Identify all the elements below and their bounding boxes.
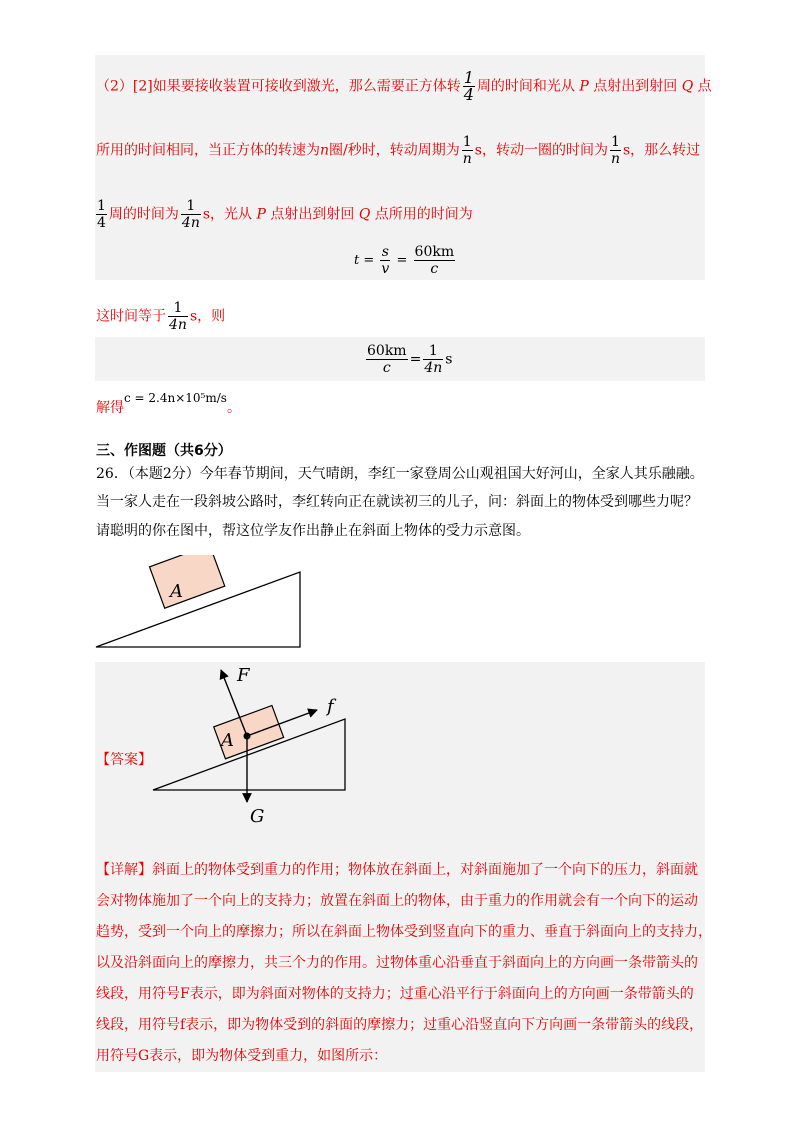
text: 这时间等于 <box>96 308 166 325</box>
denominator: 4n <box>181 215 200 231</box>
text: s，光从 <box>202 206 253 223</box>
fraction <box>380 244 390 277</box>
block-label: A <box>221 730 234 751</box>
text: s，那么转过 <box>623 142 701 159</box>
text: 周的时间为 <box>108 206 179 223</box>
numerator: 1 <box>181 198 201 215</box>
label-f-support: F <box>237 665 250 686</box>
denominator: c <box>430 261 439 277</box>
text: 点射出到射回 <box>593 78 678 95</box>
numerator: 60km <box>367 343 407 359</box>
equation-solve <box>364 343 452 376</box>
question-26-line-1: 26．（本题2分）今年春节期间，天气晴朗，李红一家登周公山观祖国大好河山，全家人其乐融融。 <box>96 466 704 482</box>
equation-time <box>354 244 457 277</box>
text: s，则 <box>189 308 226 325</box>
solution-line-5 <box>96 391 241 416</box>
denominator: 4 <box>97 215 106 231</box>
question-26-line-2: 当一家人走在一段斜坡公路时，李红转向正在就读初三的儿子，问：斜面上的物体受到哪些力呢？ <box>96 494 698 510</box>
text: 点 <box>697 78 712 95</box>
equals: = <box>363 253 375 268</box>
label-g-gravity: G <box>250 806 265 827</box>
numerator: 1 <box>463 68 474 87</box>
fraction <box>610 134 621 167</box>
text: 点所用的时间为 <box>374 206 473 223</box>
text: s，转动一圈的时间为 <box>474 142 608 159</box>
fraction <box>423 343 443 376</box>
denominator: c <box>382 360 391 376</box>
result-equation: c = 2.4n×10⁵m/s <box>124 391 227 405</box>
explanation-line: 会对物体施加了一个向上的支持力；放置在斜面上的物体，由于重力的作用就会有一个向下的运动 <box>96 893 698 909</box>
explanation-line: 【详解】斜面上的物体受到重力的作用；物体放在斜面上，对斜面施加了一个向下的压力，斜面就 <box>96 862 698 878</box>
numerator: 1 <box>462 134 472 150</box>
question-26-line-3: 请聪明的你在图中，帮这位学友作出静止在斜面上物体的受力示意图。 <box>96 523 530 539</box>
solution-line-4 <box>96 300 225 333</box>
explanation-line: 线段，用符号F表示，即为斜面对物体的支持力；过重心沿平行于斜面向上的方向画一条带箭头的 <box>96 986 694 1002</box>
var-n: n <box>320 142 330 159</box>
numerator: 1 <box>611 134 620 150</box>
text: 周的时间和光从 <box>476 78 575 95</box>
fraction <box>462 134 473 167</box>
fraction <box>96 198 107 231</box>
section-heading: 三、作图题（共6分） <box>96 443 232 459</box>
fraction <box>181 198 201 231</box>
equals: = <box>409 351 422 368</box>
numerator: 1 <box>97 198 106 214</box>
center-of-mass <box>244 733 251 740</box>
solution-line-2 <box>96 134 700 167</box>
fraction <box>414 244 456 277</box>
text: 点射出到射回 <box>270 206 355 223</box>
numerator: 1 <box>423 343 443 360</box>
text: 。 <box>226 400 241 416</box>
label-f-friction: f <box>327 696 334 717</box>
point-q: Q <box>358 206 371 223</box>
denominator: 4 <box>463 85 474 104</box>
explanation-line: 线段，用符号f表示，即为物体受到的斜面的摩擦力；过重心沿竖直向下方向画一条带箭头的线段， <box>96 1017 704 1033</box>
force-diagram <box>145 662 365 832</box>
numerator: 60km <box>414 244 455 260</box>
block-a <box>150 555 225 608</box>
explanation-line: 用符号G表示，即为物体受到重力，如图所示： <box>96 1048 388 1064</box>
denominator: n <box>462 151 472 167</box>
numerator: s <box>381 244 389 260</box>
unit: s <box>445 351 453 368</box>
text: 圈/秒时，转动周期为 <box>329 142 460 159</box>
text: （2）[2]如果要接收装置可接收到激光，那么需要正方体转 <box>96 78 461 95</box>
explanation <box>96 860 712 1077</box>
equals: = <box>396 253 408 268</box>
fraction <box>366 343 408 376</box>
denominator: n <box>610 151 620 167</box>
block-label: A <box>170 581 183 602</box>
denominator: 4n <box>424 360 443 376</box>
explanation-line: 趋势，受到一个向上的摩擦力；所以在斜面上物体受到竖直向下的重力、垂直于斜面向上的支持力， <box>96 924 712 940</box>
fraction <box>463 70 475 103</box>
point-p: P <box>256 206 266 223</box>
denominator: v <box>381 261 390 277</box>
text: 所用的时间相同，当正方体的转速为 <box>96 142 320 159</box>
numerator: 1 <box>168 300 188 317</box>
var-t: t <box>354 253 360 268</box>
text: 解得 <box>96 400 124 416</box>
solution-line-1 <box>96 70 712 103</box>
solution-line-3 <box>96 198 473 231</box>
point-q: Q <box>681 78 694 95</box>
answer-label: 【答案】 <box>96 752 152 768</box>
fraction <box>168 300 188 333</box>
denominator: 4n <box>169 317 187 333</box>
incline-figure <box>90 555 310 655</box>
explanation-line: 以及沿斜面向上的摩擦力，共三个力的作用。过物体重心沿垂直于斜面向上的方向画一条带箭头的 <box>96 955 698 971</box>
point-p: P <box>579 78 589 95</box>
